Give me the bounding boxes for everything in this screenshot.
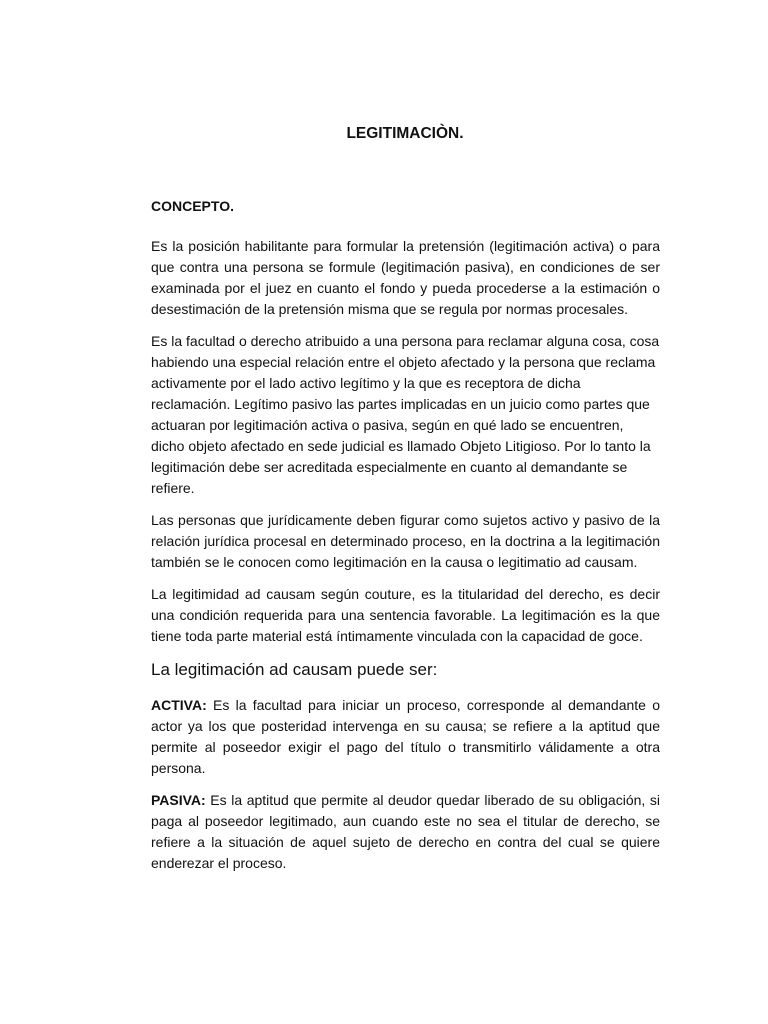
- section-label-concepto: CONCEPTO.: [151, 198, 234, 214]
- document-body: [151, 196, 660, 885]
- term-pasiva: PASIVA:: [151, 792, 206, 808]
- paragraph-facultad: Es la facultad o derecho atribuido a una persona para reclamar alguna cosa, cosa habiendo una especial relación entre el objeto afectado y la persona que reclama activamente por el lado activo legítimo y la que es receptora de dicha reclamación. Legítimo pasivo las partes implicadas en un juicio como partes que actuaran por legitimación activa o pasiva, según en qué lado se encuentren, dicho objeto afectado en sede judicial es llamado Objeto Litigioso. Por lo tanto la legitimación debe ser acreditada especialmente en cuanto al demandante se refiere.: [151, 333, 660, 496]
- paragraph-pasiva: [151, 790, 660, 874]
- paragraph-legitimidad: La legitimidad ad causam según couture, es la titularidad del derecho, es decir una condición requerida para una sentencia favorable. La legitimación es la que tiene toda parte material está íntimamente vinculada con la capacidad de goce.: [151, 586, 660, 644]
- paragraph-activa: [151, 695, 660, 779]
- text-pasiva: Es la aptitud que permite al deudor quedar liberado de su obligación, si paga al poseedor legitimado, aun cuando este no sea el titular de derecho, se refiere a la situación de aquel sujeto de derecho en contra del cual se quiere enderezar el proceso.: [151, 792, 660, 871]
- paragraph-personas: Las personas que jurídicamente deben figurar como sujetos activo y pasivo de la relación jurídica procesal en determinado proceso, en la doctrina a la legitimación también se le conocen como legitimación en la causa o legitimatio ad causam.: [151, 512, 660, 570]
- document-title: LEGITIMACIÒN.: [346, 125, 464, 142]
- subheading-ad-causam: La legitimación ad causam puede ser:: [151, 660, 438, 679]
- text-activa: Es la facultad para iniciar un proceso, corresponde al demandante o actor ya los que posteridad intervenga en su causa; se refiere a la aptitud que permite al poseedor exigir el pago del título o transmitirlo válidamente a otra persona.: [151, 697, 660, 776]
- term-activa: ACTIVA:: [151, 697, 207, 713]
- paragraph-definition: Es la posición habilitante para formular la pretensión (legitimación activa) o para que contra una persona se formule (legitimación pasiva), en condiciones de ser examinada por el juez en cuanto el fondo y pueda procederse a la estimación o desestimación de la pretensión misma que se regula por normas procesales.: [151, 238, 660, 317]
